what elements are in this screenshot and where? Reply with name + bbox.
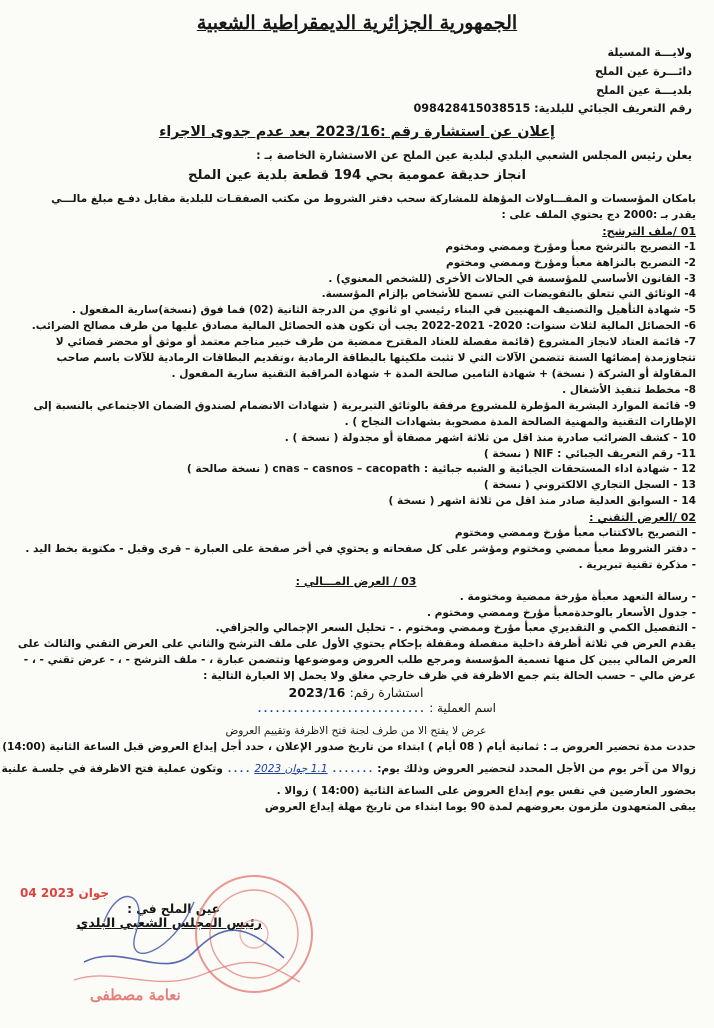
operation-dots: ............................ [256, 704, 426, 715]
list-item: 5- شهادة التأهيل والتصنيف المهنيين في البناء رئيسي او ثانوي من الدرجة الثانية (02) فما فوق (نسخة)سارية المفعول . [71, 304, 696, 317]
list-item: - التفصيل الكمي و التقديري معبأ مؤرخ وممضي ومختوم . - تحليل السعر الإجمالي والجزافي. [215, 622, 696, 635]
duration-text-a: زوالا من آخر يوم من الأجل المحدد لتحضير العروض وذلك يوم: [377, 762, 696, 775]
commune-line: بلديـــة عين الملح [596, 83, 692, 97]
project-name: انجاز حديقة عمومية بحي 194 قطعة بلدية عين الملح [187, 168, 527, 183]
list-item: - التصريح بالاكتتاب معبأ مؤرخ وممضي ومختوم [454, 527, 696, 540]
opening-notice: عرض لا يفتح الا من طرف لجنة فتح الاظرفة وتقييم العروض [225, 724, 487, 737]
paragraph-fee: يقدر بـ :2000 دج يحتوي الملف على : [501, 208, 696, 221]
daira-line: دائـــرة عين الملح [594, 64, 692, 78]
tax-id-line [413, 100, 692, 119]
paragraph-withdraw: بامكان المؤسسات و المقـــاولات المؤهلة للمشاركة سحب دفتر الشروط من مكتب الصفقـات للبلدية مقابل دفـع مبلغ مالـــي [51, 193, 696, 205]
list-item: 11- رقم التعريف الجبائي : NIF ( نسخة ) [483, 447, 696, 460]
list-item: 14 - السوابق العدلية صادر منذ اقل من ثلاثة اشهر ( نسخة ) [388, 495, 696, 508]
list-item: 9- قائمة الموارد البشرية المؤطرة للمشروع مرفقة بالوثائق التبريرية ( شهادات الانضمام لصندوق الضمان الاجتماعي بالنسبة إلى الإطارات التقنية والمهنية الصالحة المدة مصحوبة بشهادات النجاح ) . [33, 399, 696, 428]
operation-name-line [16, 701, 696, 718]
consultation-label: استشارة رقم: [349, 685, 424, 701]
handwritten-date: 1.1 جوان 2023 [254, 762, 328, 775]
consultation-number: 2023/16 [288, 685, 346, 701]
announcement-intro: يعلن رئيس المجلس الشعبي البلدي لبلدية عين الملح عن الاستشارة الخاصة بـ : [256, 148, 692, 162]
list-item: - رسالة التعهد معبأة مؤرخة ممضية ومختومة . [459, 590, 696, 603]
section-technical-title: 02 /العرض التقني : [589, 511, 696, 525]
section-candidacy-title: 01 /ملف الترشح: [602, 224, 696, 238]
admin-header [413, 44, 692, 119]
stamp-name: نعامة مصطفى [90, 986, 181, 1004]
duration-line-1: حددت مدة تحضير العروض بـ : ثمانية أيام ( 08 أيام ) ابتداء من تاريخ صدور الإعلان ، حدد أجل إيداع العروض قبل الساعة الثانية (14:00) [2, 740, 696, 753]
tax-id-number: 098428415038515 [413, 102, 531, 116]
duration-text-b: وتكون عملية فتح الاظرفة في جلسـة علنية [1, 762, 223, 775]
list-item: - مذكرة تقنية تبريرية . [578, 558, 696, 571]
list-item: 7- قائمة العتاد لانجاز المشروع (قائمة مفصلة للعتاد المقترح ممضية من طرف خبير مناجم معتمد أو موثق أو محضر قضائي لا تتجاوزمدة إمضائها السنة تتضمن الآلات التي لا تثبت ملكيتها بالبطاقة الرمادية ،وتقديم البطاقات الرمادية للآلات باسم صاحب المقاولة أو الشركة ( نسخة) + شهادة التامين صالحة المدة + شهادة المراقبة التقنية سارية المفعول . [55, 336, 696, 380]
paragraph-envelopes: يقدم العرض في ثلاثة أظرفة داخلية منفصلة ومقفلة بإحكام يحتوي الأول على ملف الترشح والثاني على العرض التقني والثالث على العرض المالي يبين كل منها تسمية المؤسسة ومرجع طلب العروض وموضوعها وتتضمن عبارة ، - ملف الترشح - ، - عرض تقني - ، - عرض مالي – حسب الحالة يتم جمع الاظرفة في ظرف خارجي مغلق ولا يحمل إلا العبارة التالية : [17, 638, 696, 683]
duration-line-4: يبقى المتعهدون ملزمون بعروضهم لمدة 90 يوما ابتداء من تاريخ مهلة إيداع العروض [264, 800, 696, 813]
list-item: 1- التصريح بالترشح معبأ ومؤرخ وممضي ومختوم [445, 240, 696, 253]
section-financial-title: 03 / العرض المـــالي : [295, 574, 417, 588]
duration-line-2 [1, 762, 696, 778]
date-dots: ....... [331, 763, 374, 775]
announcement-body [1, 192, 696, 815]
list-item: 10 - كشف الضرائب صادرة منذ اقل من ثلاثة اشهر مصفاة أو مجدولة ( نسخة ) . [284, 431, 696, 444]
list-item: 8- مخطط تنفيذ الأشغال . [562, 383, 696, 396]
list-item: - جدول الأسعار بالوحدةمعبأ مؤرخ وممضي ومختوم . [426, 606, 696, 619]
list-item: 13 - السجل التجاري الالكتروني ( نسخة ) [483, 479, 696, 492]
list-item: 3- القانون الأساسي للمؤسسة في الحالات الأخرى (للشخص المعنوي) . [328, 272, 696, 285]
list-item: 2- التصريح بالنزاهة معبأ ومؤرخ وممضي ومختوم [446, 256, 696, 269]
duration-line-3: بحضور العارضين في نفس يوم إيداع العروض على الساعة الثانية (14:00 ) زوالا . [276, 784, 696, 797]
tax-id-label: رقم التعريف الجبائي للبلدية: [534, 102, 692, 116]
consultation-reference [16, 685, 696, 701]
republic-heading: الجمهورية الجزائرية الديمقراطية الشعبية [196, 12, 518, 34]
list-item: - دفتر الشروط معبأ ممضي ومختوم ومؤشر على كل صفحاته و يحتوي في أخر صفحة على العبارة – قرى وقبل - مكتوبة بخط اليد . [25, 542, 696, 555]
date-dots: .... [226, 763, 251, 775]
list-item: 6- الحصائل المالية لثلاث سنوات: 2020- 2021-2022 يجب أن تكون هذه الحصائل المالية مصادق عليها من طرف مصالح الضرائب. [31, 320, 696, 333]
wilaya-line: ولايـــة المسيلة [607, 46, 692, 59]
signature-title: رئيس المجلس الشعبي البلدي [76, 916, 262, 931]
list-item: 4- الوثائق التي تتعلق بالتفويضات التي تسمح للأشخاص بإلزام المؤسسة. [321, 288, 696, 301]
list-item: 12 - شهادة اداء المستحقات الجبائية و الشبه جبائية : cnas – casnos – cacopath ( نسخة صالحة ) [186, 463, 696, 476]
operation-label: اسم العملية : [429, 701, 496, 715]
signature-place: عين الملح في : [127, 902, 220, 916]
stamp-date: 04 جوان 2023 [20, 886, 110, 900]
announcement-title: إعلان عن استشارة رقم :2023/16 بعد عدم جدوى الاجراء [159, 124, 555, 140]
